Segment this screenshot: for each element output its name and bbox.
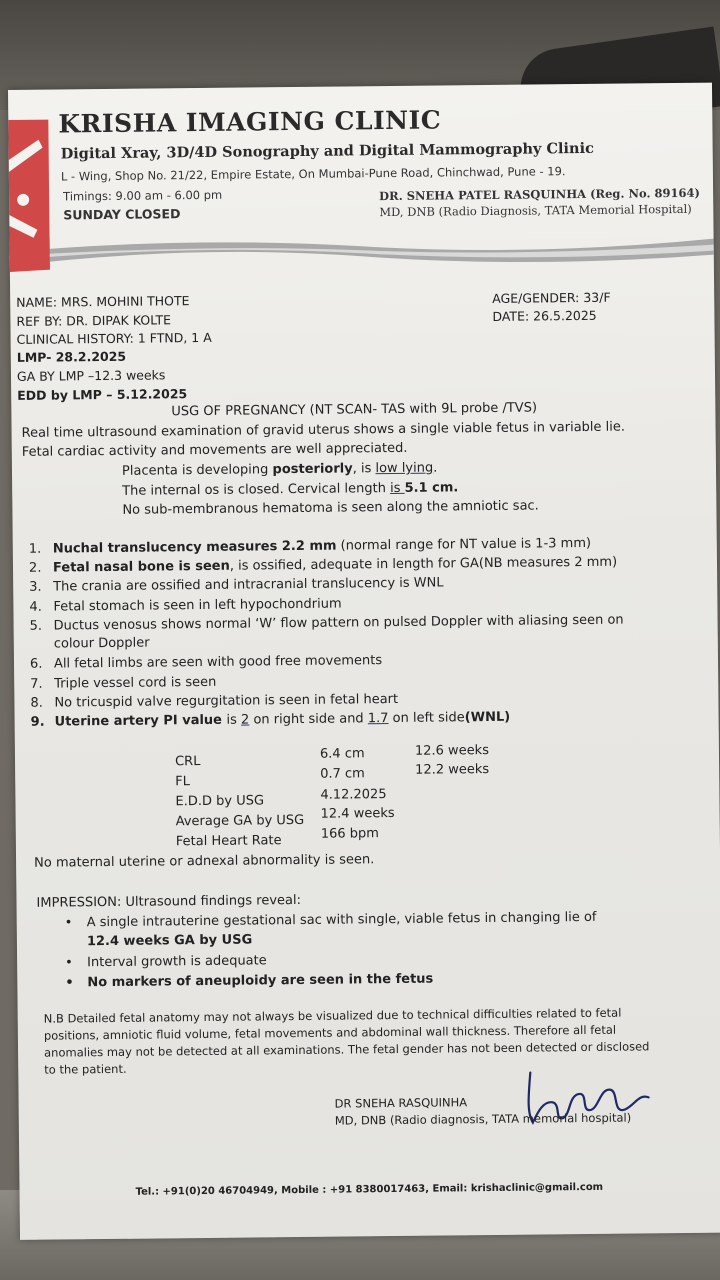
internal-os-line: The internal os is closed. Cervical length is 5.1 cm. bbox=[122, 480, 459, 499]
impression-bullet-1: • A single intrauterine gestational sac with single, viable fetus in changing lie of bbox=[64, 909, 597, 931]
edd-by-lmp: EDD by LMP – 5.12.2025 bbox=[17, 386, 188, 403]
impression-bullet-1-continued: 12.4 weeks GA by USG bbox=[86, 932, 253, 950]
header-divider bbox=[9, 223, 713, 280]
report-title: USG OF PREGNANCY (NT SCAN- TAS with 9L probe /TVS) bbox=[171, 400, 538, 420]
measurement-value: 0.7 cm bbox=[320, 766, 365, 782]
measurement-weeks: 12.6 weeks bbox=[414, 743, 490, 759]
referred-by: REF BY: DR. DIPAK KOLTE bbox=[16, 312, 172, 329]
patient-name: NAME: MRS. MOHINI THOTE bbox=[16, 293, 190, 310]
impression-bullet-2: • Interval growth is adequate bbox=[65, 953, 267, 971]
clinical-history: CLINICAL HISTORY: 1 FTND, 1 A bbox=[16, 329, 212, 347]
clinic-address: L - Wing, Shop No. 21/22, Empire Estate, On Mumbai-Pune Road, Chinchwad, Pune - 19. bbox=[60, 164, 566, 184]
ga-by-lmp: GA BY LMP –12.3 weeks bbox=[16, 367, 166, 384]
report-paper bbox=[8, 83, 720, 1240]
disclaimer-line-4: to the patient. bbox=[44, 1061, 127, 1077]
lmp: LMP- 28.2.2025 bbox=[16, 348, 127, 365]
age-gender: AGE/GENDER: 33/F bbox=[492, 289, 611, 306]
finding-2: 2. Fetal nasal bone is seen, is ossified, adequate in length for GA(NB measures 2 mm) bbox=[28, 554, 618, 576]
intro-line-2: Fetal cardiac activity and movements are well appreciated. bbox=[21, 440, 408, 460]
finding-4: 4. Fetal stomach is seen in left hypochondrium bbox=[29, 596, 342, 615]
measurement-label: CRL bbox=[174, 754, 201, 770]
finding-9: 9. Uterine artery PI value is 2 on right side and 1.7 on left side(WNL) bbox=[30, 709, 511, 730]
impression-bullet-3: • No markers of aneuploidy are seen in the fetus bbox=[65, 971, 434, 991]
disclaimer-line-3: anomalies may not be detected at all examinations. The fetal gender has not been detected or disclosed bbox=[44, 1039, 650, 1060]
finding-8: 8. No tricuspid valve regurgitation is seen in fetal heart bbox=[30, 691, 399, 711]
hematoma-line: No sub-membranous hematoma is seen along the amniotic sac. bbox=[122, 498, 539, 518]
clinic-name: KRISHA IMAGING CLINIC bbox=[58, 105, 442, 139]
measurement-label: Fetal Heart Rate bbox=[175, 833, 282, 850]
measurement-value: 12.4 weeks bbox=[320, 805, 395, 822]
disclaimer-line-2: positions, amniotic fluid volume, fetal movements and abdominal wall thickness. Therefore all fetal bbox=[43, 1022, 617, 1043]
doctor-name: DR. SNEHA PATEL RASQUINHA (Reg. No. 89164) bbox=[379, 185, 700, 204]
finding-5-continued: colour Doppler bbox=[53, 635, 150, 652]
signatory-qualification: MD, DNB (Radio diagnosis, TATA memorial hospital) bbox=[334, 1110, 632, 1128]
clinic-subtitle: Digital Xray, 3D/4D Sonography and Digital Mammography Clinic bbox=[60, 139, 594, 163]
finding-6: 6. All fetal limbs are seen with good free movements bbox=[29, 653, 383, 672]
placenta-line: Placenta is developing posteriorly, is low lying. bbox=[121, 460, 438, 479]
doctor-qualification: MD, DNB (Radio Diagnosis, TATA Memorial Hospital) bbox=[379, 201, 692, 220]
report-date: DATE: 26.5.2025 bbox=[492, 307, 597, 324]
measurement-weeks: 12.2 weeks bbox=[415, 761, 490, 778]
measurement-value: 6.4 cm bbox=[319, 746, 365, 762]
finding-3: 3. The crania are ossified and intracranial translucency is WNL bbox=[29, 575, 444, 595]
clinic-timings: Timings: 9.00 am - 6.00 pm bbox=[63, 187, 223, 204]
measurement-value: 4.12.2025 bbox=[320, 787, 387, 803]
measurement-value: 166 bpm bbox=[320, 826, 380, 842]
no-abnormality: No maternal uterine or adnexal abnormality is seen. bbox=[34, 852, 375, 871]
signatory-name: DR SNEHA RASQUINHA bbox=[334, 1095, 468, 1111]
finding-7: 7. Triple vessel cord is seen bbox=[30, 674, 217, 692]
finding-5: 5. Ductus venosus shows normal ‘W’ flow pattern on pulsed Doppler with aliasing seen on bbox=[29, 612, 624, 634]
measurement-label: Average GA by USG bbox=[175, 812, 305, 830]
measurement-label: FL bbox=[175, 774, 191, 790]
finding-1: 1. Nuchal translucency measures 2.2 mm (normal range for NT value is 1-3 mm) bbox=[28, 535, 592, 557]
impression-heading: IMPRESSION: Ultrasound findings reveal: bbox=[36, 892, 302, 911]
measurement-label: E.D.D by USG bbox=[175, 793, 265, 810]
footer-contact: Tel.: +91(0)20 46704949, Mobile : +91 8380017463, Email: krishaclinic@gmail.com bbox=[135, 1181, 604, 1198]
intro-line-1: Real time ultrasound examination of gravid uterus shows a single viable fetus in variable lie. bbox=[21, 419, 626, 441]
sunday-closed: SUNDAY CLOSED bbox=[63, 206, 181, 223]
disclaimer-line-1: N.B Detailed fetal anatomy may not always be visualized due to technical difficulties related to fetal bbox=[43, 1005, 622, 1026]
